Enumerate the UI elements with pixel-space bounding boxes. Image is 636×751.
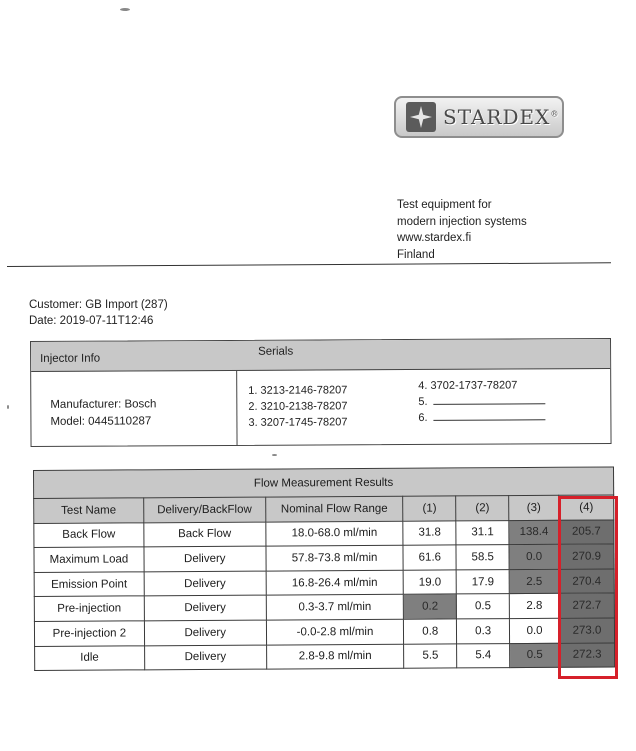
scan-speck [7, 405, 9, 409]
column-header: (4) [559, 495, 614, 520]
serials-title: Serials [258, 345, 294, 358]
table-row [34, 593, 614, 621]
table-row [34, 544, 614, 572]
test-name: Pre-injection 2 [34, 621, 144, 646]
injector-info-box [30, 338, 612, 447]
serial-item: 4. 3702-1737-78207 [418, 379, 518, 392]
table-row [34, 569, 614, 597]
value-injector-1: 19.0 [403, 570, 456, 595]
flow-type: Delivery [144, 645, 266, 670]
value-injector-1: 0.8 [404, 619, 457, 644]
column-header: (3) [509, 495, 559, 520]
value-injector-2: 0.5 [457, 594, 510, 619]
flow-results-table [33, 466, 615, 671]
serial-item: 3. 3207-1745-78207 [248, 416, 348, 429]
value-injector-4: 272.7 [559, 593, 614, 618]
nominal-range: 18.0-68.0 ml/min [266, 521, 404, 546]
stardex-logo [394, 96, 564, 138]
injector-info-title: Injector Info [40, 352, 101, 365]
value-injector-4: 273.0 [559, 618, 614, 643]
serial-item: 1. 3213-2146-78207 [248, 384, 348, 397]
value-injector-3: 2.8 [509, 594, 559, 619]
test-name: Emission Point [34, 572, 144, 597]
column-header: Test Name [34, 498, 144, 523]
nominal-range: 2.8-9.8 ml/min [266, 644, 404, 669]
flow-table-title: Flow Measurement Results [34, 467, 614, 499]
serial-item-blank: 6. [418, 409, 545, 426]
value-injector-3: 2.5 [509, 569, 559, 594]
value-injector-4: 205.7 [559, 520, 614, 545]
flow-type: Delivery [144, 546, 266, 571]
value-injector-1: 31.8 [403, 521, 456, 546]
manufacturer: Manufacturer: Bosch [50, 398, 157, 411]
value-injector-1: 0.2 [404, 594, 457, 619]
info-divider [236, 371, 237, 446]
model: Model: 0445110287 [50, 415, 152, 428]
company-line: Test equipment for [397, 199, 492, 211]
value-injector-3: 0.0 [509, 544, 559, 569]
value-injector-3: 0.5 [510, 643, 560, 668]
table-row [35, 643, 615, 671]
scan-speck [120, 8, 130, 11]
customer-block [29, 297, 168, 329]
test-name: Maximum Load [34, 547, 144, 572]
company-description [397, 197, 527, 263]
serial-item-blank: 5. [418, 393, 545, 410]
column-header: (2) [456, 496, 509, 521]
flow-type: Back Flow [144, 522, 266, 547]
company-line: modern injection systems [397, 215, 527, 228]
value-injector-2: 0.3 [457, 619, 510, 644]
serials-list-right [418, 377, 545, 426]
value-injector-4: 270.4 [559, 569, 614, 594]
column-header: (1) [403, 496, 456, 521]
value-injector-1: 61.6 [403, 545, 456, 570]
scan-speck [272, 454, 277, 456]
nominal-range: -0.0-2.8 ml/min [266, 619, 404, 644]
nominal-range: 16.8-26.4 ml/min [266, 570, 404, 595]
flow-results-section [33, 466, 615, 671]
value-injector-2: 17.9 [456, 569, 509, 594]
injector-details [50, 396, 156, 431]
value-injector-1: 5.5 [404, 643, 457, 668]
flow-table-header-row [34, 495, 614, 523]
table-row [34, 618, 614, 646]
logo-text: STARDEX® [443, 105, 560, 129]
value-injector-3: 0.0 [510, 618, 560, 643]
stardex-star-icon [406, 102, 436, 132]
value-injector-2: 5.4 [457, 643, 510, 668]
report-date: Date: 2019-07-11T12:46 [29, 315, 154, 327]
header-divider [7, 262, 611, 267]
nominal-range: 0.3-3.7 ml/min [266, 595, 404, 620]
value-injector-2: 31.1 [456, 520, 509, 545]
value-injector-4: 270.9 [559, 544, 614, 569]
flow-type: Delivery [144, 595, 266, 620]
serial-item: 2. 3210-2138-78207 [248, 400, 348, 413]
test-name: Idle [35, 645, 145, 670]
serials-list-left [248, 382, 347, 431]
column-header: Delivery/BackFlow [143, 497, 265, 522]
customer-name: Customer: GB Import (287) [29, 299, 168, 311]
injector-info-header [31, 339, 610, 372]
column-header: Nominal Flow Range [265, 496, 403, 521]
company-country: Finland [397, 248, 435, 261]
company-website: www.stardex.fi [397, 232, 472, 244]
value-injector-4: 272.3 [560, 643, 615, 668]
flow-type: Delivery [144, 620, 266, 645]
nominal-range: 57.8-73.8 ml/min [266, 545, 404, 570]
column-4-highlight [558, 496, 618, 679]
table-row [34, 520, 614, 548]
flow-type: Delivery [144, 571, 266, 596]
test-name: Back Flow [34, 522, 144, 547]
value-injector-2: 58.5 [456, 545, 509, 570]
value-injector-3: 138.4 [509, 520, 559, 545]
test-name: Pre-injection [34, 596, 144, 621]
